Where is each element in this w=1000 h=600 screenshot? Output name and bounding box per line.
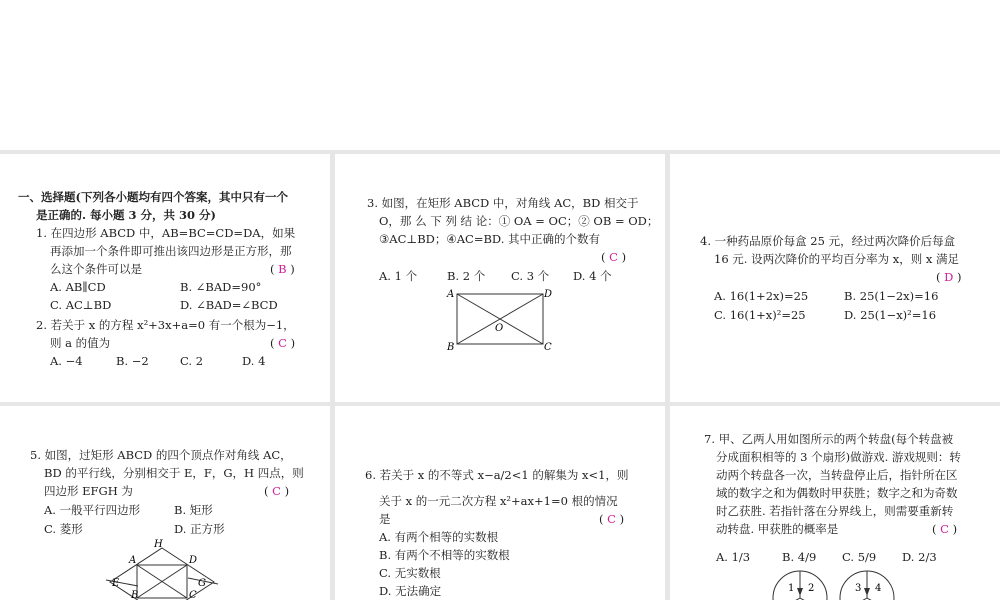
section-header-line2: 是正确的. 每小题 3 分，共 30 分) bbox=[36, 208, 216, 222]
q4-line2: 16 元. 设两次降价的平均百分率为 x，则 x 满足 bbox=[714, 252, 960, 266]
q6-answer: ( C ) bbox=[599, 512, 625, 526]
q7-option-b: B. 4/9 bbox=[782, 550, 817, 564]
q7-line2: 分成面积相等的 3 个扇形)做游戏. 游戏规则：转 bbox=[716, 450, 961, 464]
q1-option-d: D. ∠BAD=∠BCD bbox=[180, 298, 278, 312]
q6-option-c: C. 无实数根 bbox=[379, 566, 441, 580]
q3-label-c: C bbox=[544, 342, 552, 353]
spinner-1-label-1: 1 bbox=[788, 583, 795, 594]
q4-option-c: C. 16(1+x)²=25 bbox=[714, 308, 806, 322]
q3-rectangle-figure bbox=[445, 284, 555, 354]
q7-option-c: C. 5/9 bbox=[842, 550, 877, 564]
q5-label-a: A bbox=[129, 555, 137, 566]
q3-line1: 3. 如图，在矩形 ABCD 中，对角线 AC，BD 相交于 bbox=[367, 196, 639, 210]
q7-line4: 域的数字之和为偶数时甲获胜；数字之和为奇数 bbox=[716, 486, 958, 500]
q6-line1: 6. 若关于 x 的不等式 x−a/2<1 的解集为 x<1，则 bbox=[365, 468, 629, 482]
q7-line3: 动两个转盘各一次，当转盘停止后，指针所在区 bbox=[716, 468, 958, 482]
q5-label-g: G bbox=[198, 578, 206, 589]
q5-rhombus-efgh bbox=[110, 548, 214, 600]
q2-answer: ( C ) bbox=[270, 336, 296, 350]
card-q5 bbox=[0, 406, 330, 600]
q7-option-a: A. 1/3 bbox=[716, 550, 751, 564]
q3-option-b: B. 2 个 bbox=[447, 269, 486, 283]
card-q3 bbox=[335, 154, 665, 402]
q2-option-b: B. −2 bbox=[116, 354, 149, 368]
q2-option-d: D. 4 bbox=[242, 354, 266, 368]
q2-line2: 则 a 的值为 bbox=[50, 336, 111, 350]
q3-option-d: D. 4 个 bbox=[573, 269, 612, 283]
q5-label-b: B bbox=[131, 590, 139, 600]
q3-label-b: B bbox=[447, 342, 455, 353]
q4-answer: ( D ) bbox=[936, 270, 962, 284]
card-q4 bbox=[670, 154, 1000, 402]
q7-spinners-figure bbox=[770, 566, 900, 600]
card-q6 bbox=[335, 406, 665, 600]
q5-label-c: C bbox=[189, 590, 197, 600]
q1-option-b: B. ∠BAD=90° bbox=[180, 280, 262, 294]
q7-line1: 7. 甲、乙两人用如图所示的两个转盘(每个转盘被 bbox=[704, 432, 954, 446]
q3-option-c: C. 3 个 bbox=[511, 269, 550, 283]
q6-option-b: B. 有两个不相等的实数根 bbox=[379, 548, 510, 562]
spinner-2-label-3: 3 bbox=[855, 583, 862, 594]
q3-label-d: D bbox=[544, 289, 553, 300]
q1-answer: ( B ) bbox=[270, 262, 295, 276]
q1-line3: 么这个条件可以是 bbox=[50, 262, 142, 276]
q3-label-a: A bbox=[447, 289, 455, 300]
q5-option-c: C. 菱形 bbox=[44, 522, 83, 536]
q5-option-b: B. 矩形 bbox=[174, 503, 213, 517]
q6-option-d: D. 无法确定 bbox=[379, 584, 442, 598]
q5-rhombus-figure bbox=[104, 538, 224, 600]
section-header-line1: 一、选择题(下列各小题均有四个答案，其中只有一个 bbox=[18, 190, 288, 204]
q5-label-e: E bbox=[112, 578, 120, 589]
q3-line2: O，那 么 下 列 结 论：① OA = OC；② OB = OD； bbox=[379, 214, 659, 228]
spinner-1-label-2: 2 bbox=[808, 583, 815, 594]
q6-option-a: A. 有两个相等的实数根 bbox=[379, 530, 499, 544]
q4-option-a: A. 16(1+2x)=25 bbox=[714, 289, 809, 303]
q2-option-a: A. −4 bbox=[50, 354, 83, 368]
q5-label-h: H bbox=[154, 539, 163, 550]
q5-option-a: A. 一般平行四边形 bbox=[44, 503, 141, 517]
q2-option-c: C. 2 bbox=[180, 354, 204, 368]
q5-option-d: D. 正方形 bbox=[174, 522, 225, 536]
q3-option-a: A. 1 个 bbox=[379, 269, 418, 283]
q6-line3: 是 bbox=[379, 512, 391, 526]
top-blank-area bbox=[0, 0, 1000, 150]
q1-line2: 再添加一个条件即可推出该四边形是正方形，那 bbox=[50, 244, 292, 258]
q5-label-d: D bbox=[189, 555, 198, 566]
q3-answer: ( C ) bbox=[601, 250, 627, 264]
q4-line1: 4. 一种药品原价每盒 25 元，经过两次降价后每盒 bbox=[700, 234, 956, 248]
q1-option-c: C. AC⊥BD bbox=[50, 298, 112, 312]
q3-label-o: O bbox=[495, 323, 504, 334]
q5-answer: ( C ) bbox=[264, 484, 290, 498]
q6-line2: 关于 x 的一元二次方程 x²+ax+1=0 根的情况 bbox=[379, 494, 618, 508]
q7-answer: ( C ) bbox=[932, 522, 958, 536]
q1-option-a: A. AB∥CD bbox=[50, 280, 106, 294]
card-q1-q2 bbox=[0, 154, 330, 402]
card-q7 bbox=[670, 406, 1000, 600]
q1-line1: 1. 在四边形 ABCD 中，AB=BC=CD=DA，如果 bbox=[36, 226, 296, 240]
q5-line2: BD 的平行线，分别相交于 E，F，G，H 四点，则 bbox=[44, 466, 304, 480]
spinner-1-pointer-icon bbox=[797, 588, 803, 596]
q5-line3: 四边形 EFGH 为 bbox=[44, 484, 133, 498]
q4-option-d: D. 25(1−x)²=16 bbox=[844, 308, 937, 322]
q7-line5: 时乙获胜. 若指针落在分界线上，则需要重新转 bbox=[716, 504, 954, 518]
q7-option-d: D. 2/3 bbox=[902, 550, 937, 564]
q3-line3: ③AC⊥BD；④AC=BD. 其中正确的个数有 bbox=[379, 232, 601, 246]
q7-line6: 动转盘. 甲获胜的概率是 bbox=[716, 522, 839, 536]
q2-line1: 2. 若关于 x 的方程 x²+3x+a=0 有一个根为−1， bbox=[36, 318, 295, 332]
q4-option-b: B. 25(1−2x)=16 bbox=[844, 289, 939, 303]
spinner-2-label-4: 4 bbox=[875, 583, 882, 594]
spinner-2-pointer-icon bbox=[864, 588, 870, 596]
q5-line1: 5. 如图，过矩形 ABCD 的四个顶点作对角线 AC， bbox=[30, 448, 292, 462]
